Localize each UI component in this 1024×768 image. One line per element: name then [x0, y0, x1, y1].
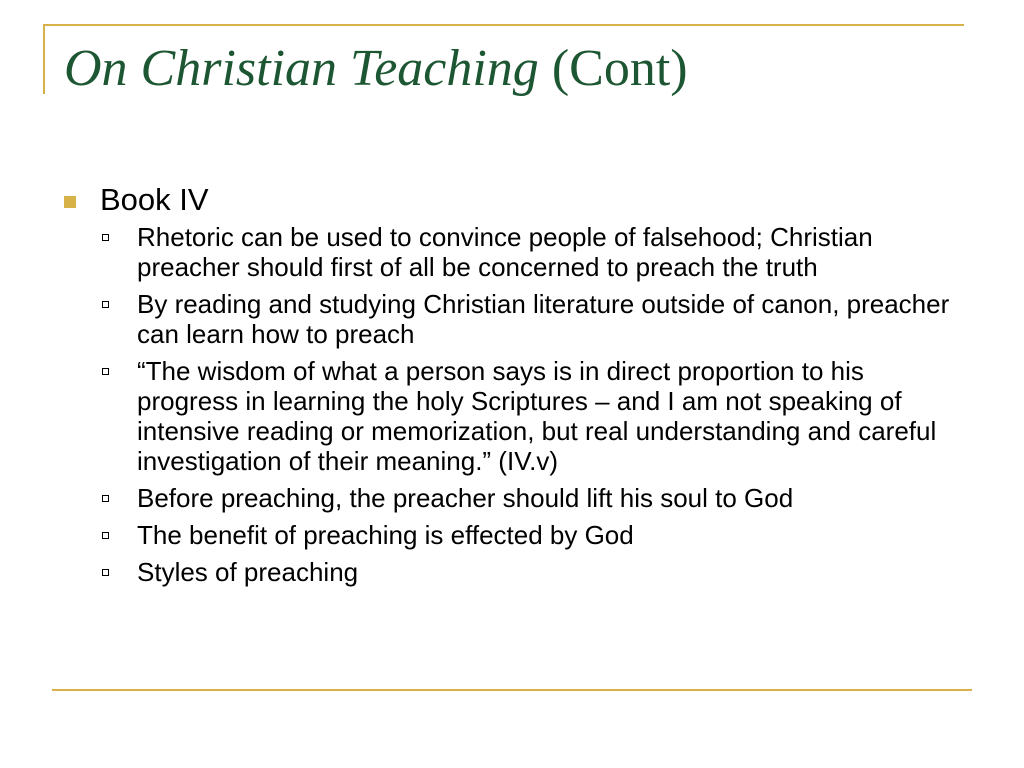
- list-item: [62, 289, 962, 349]
- hollow-square-bullet-icon: [102, 234, 109, 241]
- sub-bullet-list: [62, 222, 962, 587]
- list-item-text: “The wisdom of what a person says is in direct proportion to his progress in learning the holy Scriptures – and I am not speaking of intensive reading or memorization, but real understanding and careful investigation of their meaning.” (IV.v): [137, 356, 937, 476]
- list-item: [62, 356, 962, 476]
- list-item-text: Styles of preaching: [137, 557, 359, 587]
- list-item: [62, 557, 962, 587]
- title-suffix: (Cont): [538, 40, 688, 97]
- left-rule: [43, 24, 45, 94]
- slide-title: [64, 40, 688, 97]
- square-bullet-icon: [64, 196, 76, 208]
- list-item: [62, 520, 962, 550]
- list-item: [62, 483, 962, 513]
- list-item-text: The benefit of preaching is effected by God: [137, 520, 634, 550]
- level1-text: Book IV: [100, 182, 209, 217]
- hollow-square-bullet-icon: [102, 532, 109, 539]
- hollow-square-bullet-icon: [102, 301, 109, 308]
- list-item-text: Before preaching, the preacher should lift his soul to God: [137, 483, 794, 513]
- list-item-text: Rhetoric can be used to convince people of falsehood; Christian preacher should first of all be concerned to preach the truth: [137, 222, 873, 282]
- bottom-rule: [52, 689, 972, 691]
- title-italic: On Christian Teaching: [64, 40, 539, 97]
- level1-item-book-iv: [62, 182, 962, 218]
- hollow-square-bullet-icon: [102, 368, 109, 375]
- slide-body: [62, 182, 962, 594]
- top-rule: [43, 24, 964, 26]
- list-item-text: By reading and studying Christian literature outside of canon, preacher can learn how to preach: [137, 289, 950, 349]
- list-item: [62, 222, 962, 282]
- hollow-square-bullet-icon: [102, 495, 109, 502]
- hollow-square-bullet-icon: [102, 569, 109, 576]
